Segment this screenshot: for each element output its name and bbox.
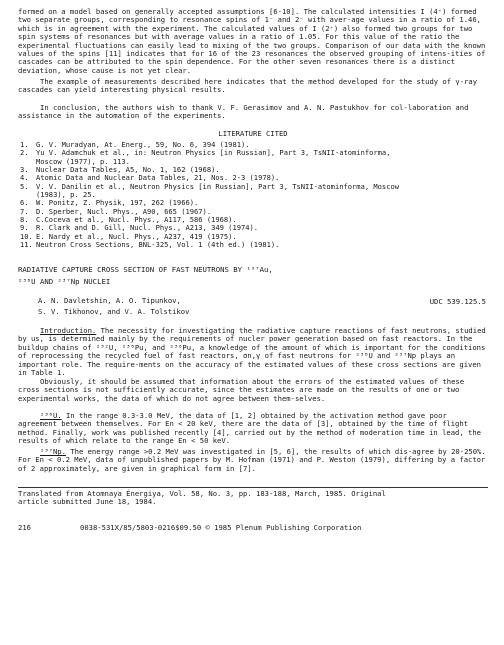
paragraph-example: The example of measurements described here indicates that the method developed for the study of γ-ray cascades can yield interesting physical results. bbox=[18, 77, 482, 95]
reference-item: 7. D. Sperber, Nucl. Phys., A90, 665 (1967). bbox=[20, 206, 212, 216]
paragraph-introduction bbox=[18, 326, 491, 378]
reference-item: Moscow (1977), p. 113. bbox=[36, 157, 130, 166]
udc-code: UDC 539.125.5 bbox=[429, 297, 486, 306]
introduction-text: The necessity for investigating the radiative capture reactions of fast neutrons, studied by us, is determined mainly by the requirements of nucler power generation based on fast reactors. In the buildup chains of ²³²U, ²³⁸Pu, and ²³⁶Pu, a knowledge of the amount of which is important for the conditions of reprocessing the recycled fuel of fast reactors, σn,γ of fast neutrons for ²³⁸U and ²³⁷Np plays an important role. The require-ments on the accuracy of the estimated values of these cross sections are given in Table 1. bbox=[18, 326, 491, 378]
footnote-line-1: Translated from Atomnaya Énergiya, Vol. 58, No. 3, pp. 183-188, March, 1985. Original bbox=[18, 489, 386, 498]
reference-item: 8. C.Coceva et al., Nucl. Phys., A117, 586 (1968). bbox=[20, 215, 237, 225]
u238-text: In the range 0.3-3.0 MeV, the data of [1, 2] obtained by the activation method gave poor agreement between themselves. For En < 20 keV, there are the data of [3], obtained by the time of flight method. Finally, work was published recently [4], carried out by the method of moderation time in lead, the results of which relate to the range En < 50 keV. bbox=[18, 411, 486, 446]
footnote bbox=[18, 490, 488, 507]
reference-item: 6. W. Ponitz, Z. Physik, 197, 262 (1966). bbox=[20, 198, 199, 208]
reference-item: 9. R. Clark and D. Gill, Nucl. Phys., A213, 349 (1974). bbox=[20, 223, 259, 233]
reference-item: 3. Nuclear Data Tables, A5, No. 1, 162 (1968). bbox=[20, 165, 220, 175]
reference-item: 10. E. Nardy et al., Nucl. Phys., A237, 419 (1975). bbox=[20, 231, 237, 241]
reference-item: 5. V. V. Danilin et al., Neutron Physics [in Russian], Part 3, TsNII-atominforma, Moscow bbox=[20, 181, 400, 191]
article-title-line-1: RADIATIVE CAPTURE CROSS SECTION OF FAST NEUTRONS BY ¹⁹⁷Au, bbox=[18, 265, 273, 274]
reference-item: (1983), p. 25. bbox=[36, 191, 96, 200]
footnote-divider bbox=[18, 487, 488, 488]
footnote-line-2: article submitted June 18, 1984. bbox=[18, 497, 157, 507]
reference-list bbox=[20, 141, 488, 249]
reference-item: 2. Yu V. Adamchuk et al., in: Neutron Physics [in Russian], Part 3, TsNII-atominforma, bbox=[20, 148, 391, 158]
reference-item: 1. G. V. Muradyan, At. Energ., 59, No. 6, 394 (1981). bbox=[20, 140, 250, 149]
authors-line-2: S. V. Tikhonov, and V. A. Tolstikov bbox=[38, 307, 190, 316]
paragraph-u238 bbox=[18, 412, 488, 446]
reference-item: 4. Atomic Data and Nuclear Data Tables, 21, Nos. 2-3 (1978). bbox=[20, 173, 280, 183]
introduction-heading: Introduction. bbox=[40, 326, 97, 335]
reference-item: 11. Neutron Cross Sections, BNL-325, Vol. 1 (4th ed.) (1981). bbox=[20, 240, 280, 250]
paragraph-acknowledgement: In conclusion, the authors wish to thank V. F. Gerasimov and A. N. Pastukhov for col-laboration and assistance in the automation of the experiments. bbox=[18, 103, 473, 121]
copyright-line: 0038-531X/85/5803-0216$09.50 © 1985 Plenum Publishing Corporation bbox=[80, 523, 362, 532]
paragraph-np237 bbox=[18, 447, 491, 473]
authors-line-1: A. N. Davletshin, A. O. Tipunkov, bbox=[38, 296, 181, 305]
u238-heading: ²³⁸U. bbox=[40, 411, 62, 420]
page-number: 216 bbox=[18, 523, 31, 532]
literature-heading: LITERATURE CITED bbox=[218, 129, 288, 138]
np237-text: The energy range >0.2 MeV was investigated in [5, 6], the results of which dis-agree by 20-250%. For En < 0.2 MeV, data of unpublished papers by M. Hofman (1971) and P. Weston (1979), differing by a factor of 2 approximately, are given in graphical form in [7]. bbox=[18, 447, 491, 473]
article-title-line-2: ²³⁸U AND ²³⁷Np NUCLEI bbox=[18, 277, 111, 286]
paragraph-spin-grouping: formed on a model based on generally accepted assumptions [6-10]. The calculated intensities I (4⁺) formed two separate groups, corresponding to resonance spins of 1⁻ and 2⁻ with aver-age values in a ratio of 1.46, which is in agreement with the experiment. The calculated values of I (2⁺) also formed two groups for two spin systems of resonances but with average values in a ratio of 1.05. For this value of the ratio the experimental fluctuations can easily lead to mixing of the two groups. Comparison of our data with the known values of the spins [11] indicates that for 16 of the 23 resonances the observed grouping of intens-ities of cascades can be attributed to the spin dependence. For the other seven resonances there is a distinct deviation, whose cause is not yet clear. bbox=[18, 7, 490, 75]
np237-heading: ²³⁷Np. bbox=[40, 447, 66, 456]
paragraph-obviously: Obviously, it should be assumed that information about the errors of the estimated values of these cross sections is not sufficiently accurate, since the estimates are made on the results of one or two experimental works, the data of which do not agree between them-selves. bbox=[18, 377, 469, 403]
